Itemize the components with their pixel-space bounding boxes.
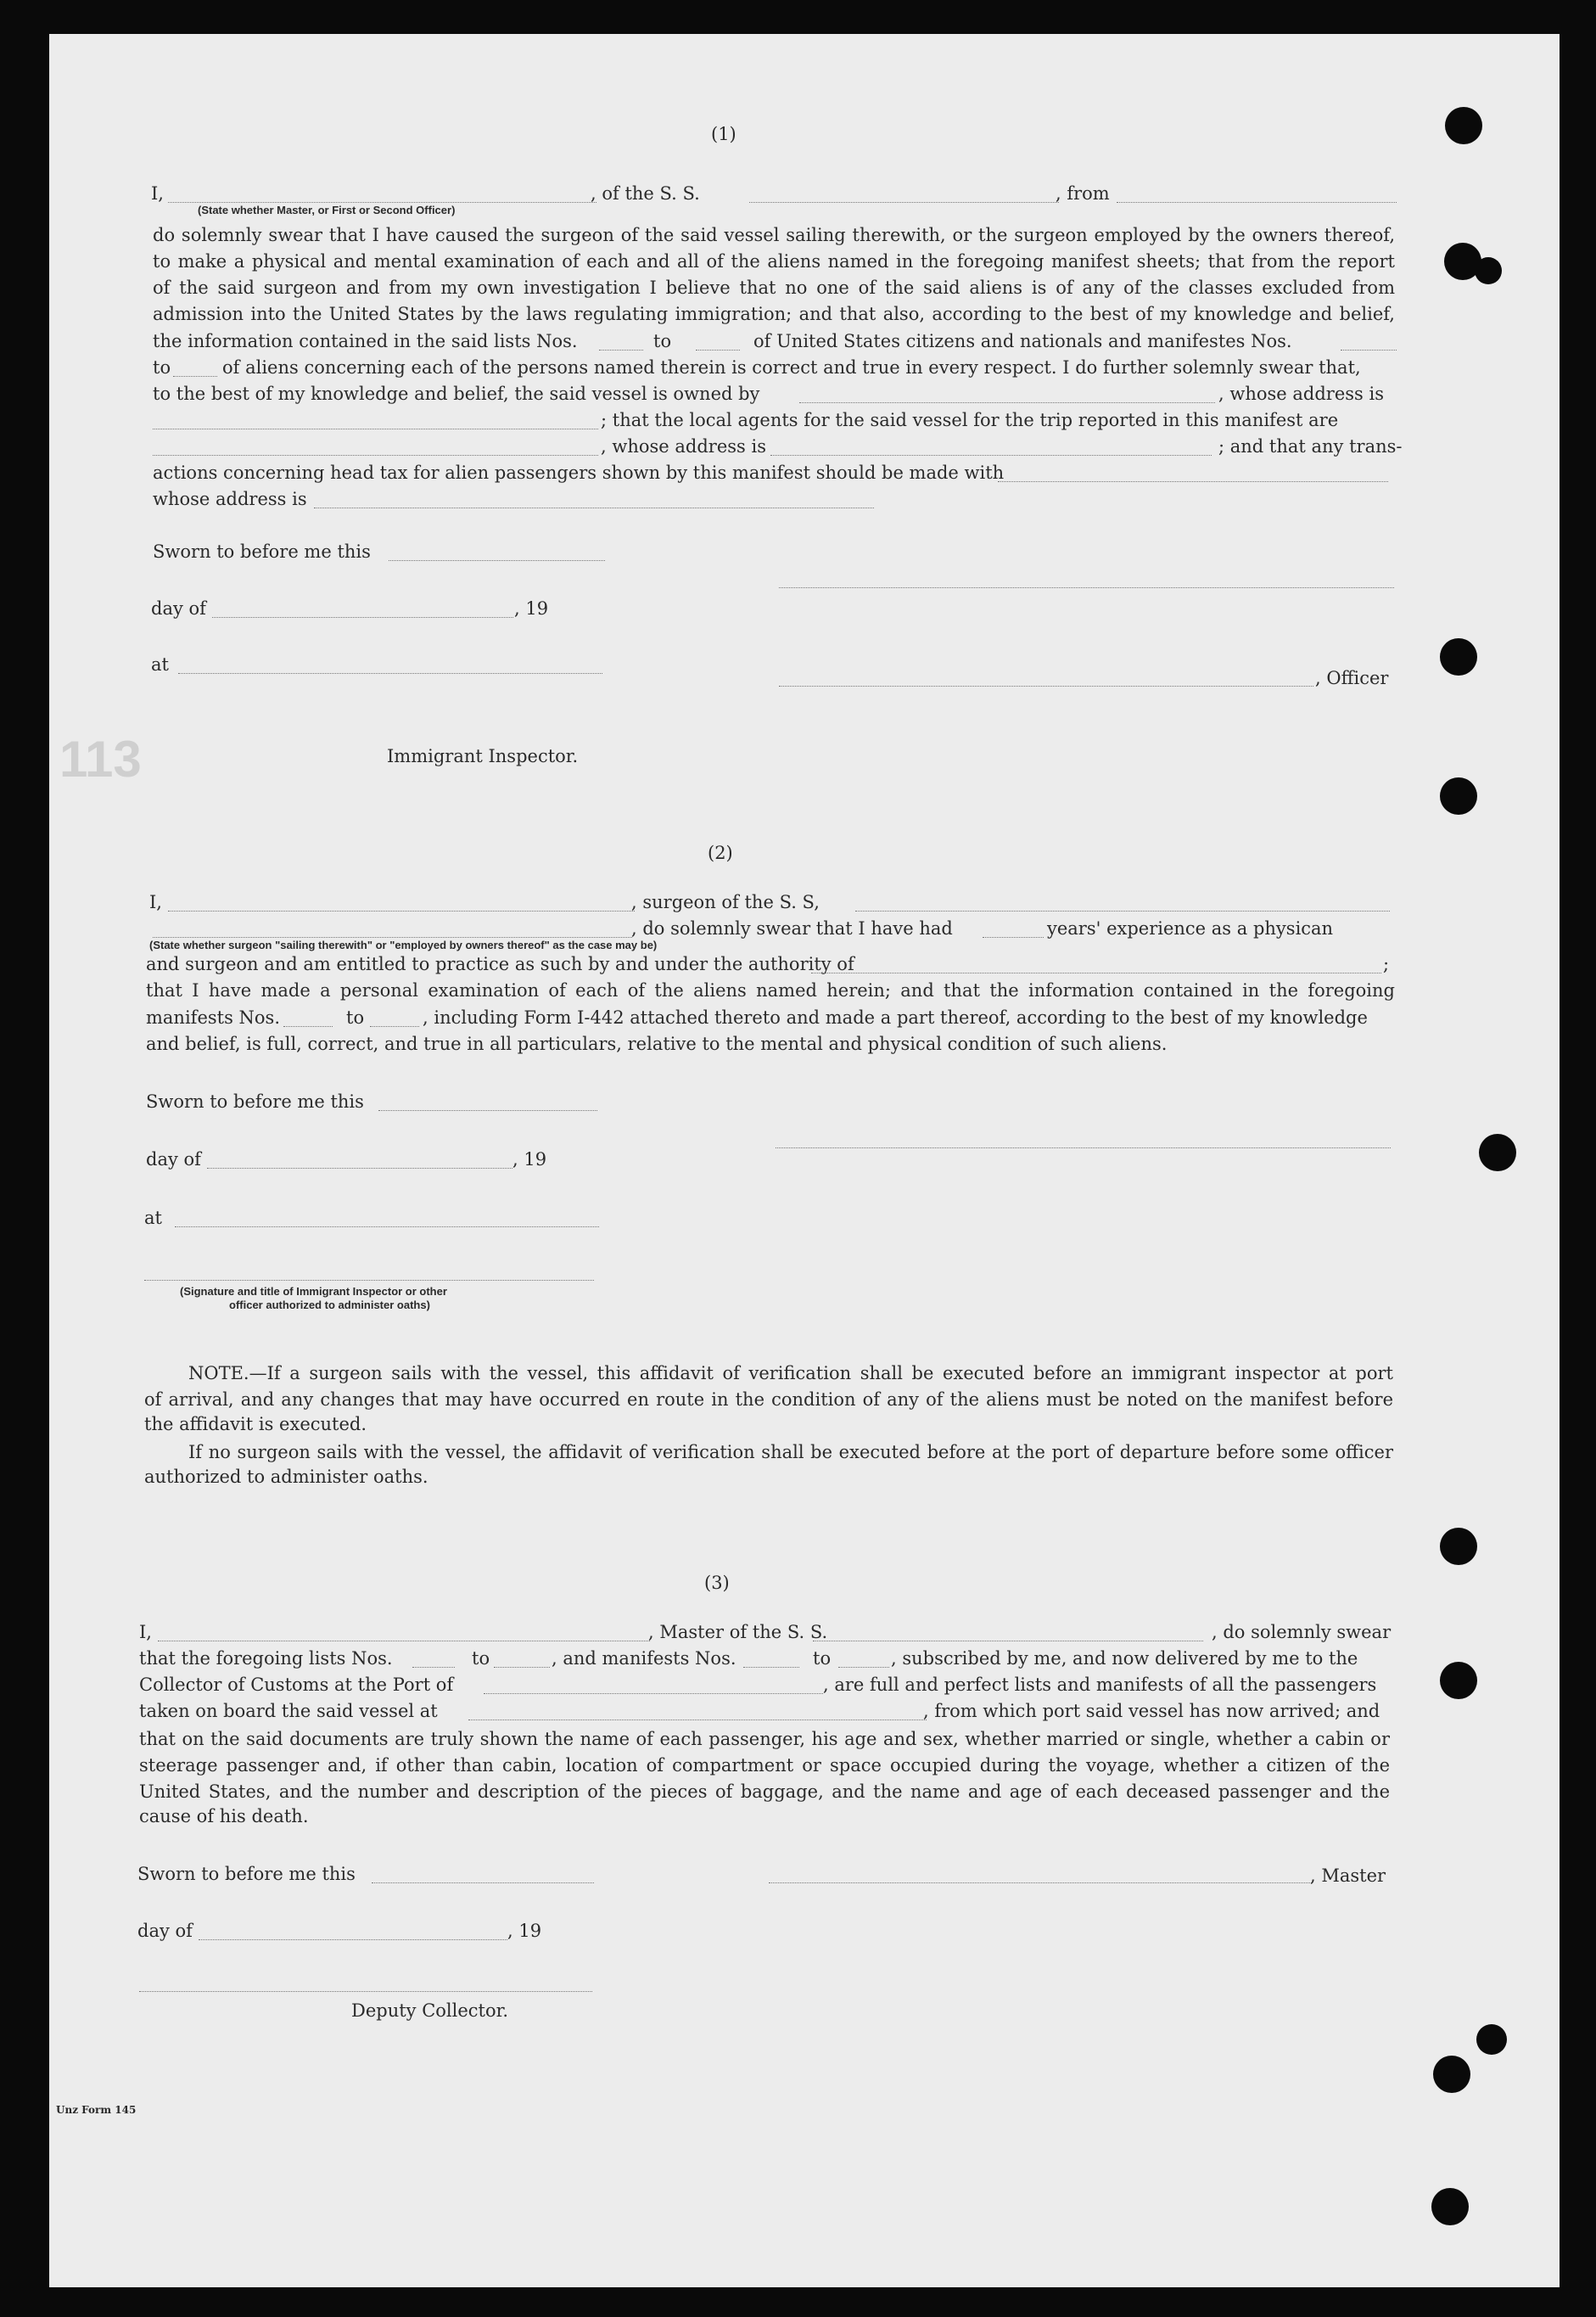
faint-stamp-mark: 113 xyxy=(59,731,142,788)
punch-hole-7 xyxy=(1440,1662,1477,1699)
s1-lists-label: the information contained in the said lists Nos. xyxy=(153,331,578,351)
s1-day-field[interactable] xyxy=(212,617,513,618)
s2-manifests-label: manifests Nos. xyxy=(146,1007,281,1028)
s2-note-line-4: If no surgeon sails with the vessel, the affidavit of verification shall be executed before at the port of departure before some officer xyxy=(188,1442,1393,1462)
s2-signature-field[interactable] xyxy=(776,1147,1391,1148)
s2-swear-label: , do solemnly swear that I have had xyxy=(631,918,953,939)
s2-note-line-5: authorized to administer oaths. xyxy=(144,1467,428,1487)
s3-documents-line-2: steerage passenger and, if other than cabin, location of compartment or space occupied during the voyage, whether a citizen of the xyxy=(139,1755,1390,1776)
s3-arrived-label: , from which port said vessel has now arrived; and xyxy=(923,1701,1380,1721)
s3-day-of-label: day of xyxy=(137,1921,193,1941)
s3-lists-to-label: to xyxy=(472,1648,490,1669)
s1-officer-label: , Officer xyxy=(1315,668,1389,688)
s3-documents-line-4: cause of his death. xyxy=(139,1806,309,1826)
s1-master-note: (State whether Master, or First or Second Officer) xyxy=(198,204,456,216)
s1-signature-field[interactable] xyxy=(779,587,1394,588)
s2-note-line-2: of arrival, and any changes that may have occurred en route in the condition of any of the aliens must be noted on the manifest before xyxy=(144,1389,1393,1410)
s2-name-field[interactable] xyxy=(168,911,635,912)
s2-day-of-label: day of xyxy=(146,1149,201,1170)
s1-head-tax-label: actions concerning head tax for alien passengers shown by this manifest should be made with xyxy=(153,463,1005,483)
s3-manifests-label: , and manifests Nos. xyxy=(552,1648,736,1669)
s3-deputy-signature-field[interactable] xyxy=(139,1991,592,1992)
s1-lists-to-field[interactable] xyxy=(696,350,740,351)
punch-hole-3 xyxy=(1440,638,1477,676)
s3-swear-label: , do solemnly swear xyxy=(1212,1622,1392,1642)
s2-authority-label: and surgeon and am entitled to practice as such by and under the authority of xyxy=(146,954,854,974)
punch-hole-6 xyxy=(1440,1528,1477,1565)
punch-hole-4 xyxy=(1440,777,1477,815)
punch-hole-2b xyxy=(1475,257,1502,284)
s1-transactions-label: ; and that any trans- xyxy=(1218,436,1403,457)
s1-from-label: , from xyxy=(1056,183,1110,204)
s3-i-label: I, xyxy=(139,1622,152,1642)
s2-manifests-to-label: to xyxy=(346,1007,365,1028)
s1-sworn-field[interactable] xyxy=(389,560,605,561)
form-page xyxy=(49,34,1560,2287)
s3-sworn-label: Sworn to before me this xyxy=(137,1864,356,1884)
s2-form-line: , including Form I-442 attached thereto and made a part thereof, according to the best of my knowledge xyxy=(423,1007,1368,1028)
punch-hole-5 xyxy=(1479,1134,1516,1171)
section-2-number: (2) xyxy=(708,843,733,863)
s2-belief-line: and belief, is full, correct, and true in all particulars, relative to the mental and physical condition of such aliens. xyxy=(146,1034,1168,1054)
s1-lists-from-field[interactable] xyxy=(599,350,643,351)
s1-owner-field[interactable] xyxy=(799,402,1215,403)
s2-surgeon-note: (State whether surgeon "sailing therewith" or "employed by owners thereof" as the case may be) xyxy=(149,939,658,951)
s1-vessel-field[interactable] xyxy=(749,202,1059,203)
s1-year-label: , 19 xyxy=(514,598,549,619)
s3-year-label: , 19 xyxy=(507,1921,542,1941)
s2-examination-line: that I have made a personal examination of each of the aliens named herein; and that the information contained in the foregoing xyxy=(146,980,1395,1001)
s3-lists-perfect-label: , are full and perfect lists and manifests of all the passengers xyxy=(823,1675,1377,1695)
punch-hole-1 xyxy=(1445,107,1482,144)
s1-owned-label: to the best of my knowledge and belief, the said vessel is owned by xyxy=(153,384,760,404)
s1-to-label: to xyxy=(153,357,171,378)
punch-hole-8 xyxy=(1433,2056,1470,2093)
form-number: Unz Form 145 xyxy=(56,2104,137,2116)
s1-immigrant-inspector: Immigrant Inspector. xyxy=(387,746,579,766)
s3-day-field[interactable] xyxy=(199,1939,507,1940)
s1-agents-address-label: , whose address is xyxy=(601,436,766,457)
s1-manifests-from-field[interactable] xyxy=(1341,350,1397,351)
s1-i-label: I, xyxy=(151,183,164,204)
s1-lists-to-label: to xyxy=(653,331,672,351)
s3-documents-line-3: United States, and the number and description of the pieces of baggage, and the name and age of each deceased passenger and the xyxy=(139,1781,1390,1802)
s2-note-line-3: the affidavit is executed. xyxy=(144,1414,367,1434)
punch-hole-8b xyxy=(1476,2024,1507,2055)
s2-surgeon-type-field[interactable] xyxy=(153,937,632,938)
s1-of-ss-label: , of the S. S. xyxy=(591,183,700,204)
s2-inspector-signature-field[interactable] xyxy=(144,1280,594,1281)
s2-at-field[interactable] xyxy=(175,1226,599,1227)
s3-lists-from-field[interactable] xyxy=(412,1667,455,1668)
s2-sworn-label: Sworn to before me this xyxy=(146,1091,364,1112)
s1-aliens-line: of aliens concerning each of the persons named therein is correct and true in every respect. I do further solemnly swear that, xyxy=(222,357,1361,378)
s3-documents-line-1: that on the said documents are truly shown the name of each passenger, his age and sex, whether married or single, whether a cabin or xyxy=(139,1729,1390,1749)
s1-name-field[interactable] xyxy=(168,202,596,203)
s1-sworn-label: Sworn to before me this xyxy=(153,541,371,562)
s3-lists-label: that the foregoing lists Nos. xyxy=(139,1648,393,1669)
s1-at-label: at xyxy=(151,654,169,675)
punch-hole-9 xyxy=(1431,2188,1469,2225)
s3-manifests-to-field[interactable] xyxy=(838,1667,889,1668)
s2-signature-note-1: (Signature and title of Immigrant Inspector or other xyxy=(180,1285,447,1298)
s1-day-of-label: day of xyxy=(151,598,206,619)
s1-oath-line-1: do solemnly swear that I have caused the surgeon of the said vessel sailing therewith, or the surgeon employed by the owners thereof, xyxy=(153,225,1395,245)
s3-master-signature-field[interactable] xyxy=(769,1882,1312,1883)
s2-authority-end: ; xyxy=(1383,954,1390,974)
s1-officer-field[interactable] xyxy=(779,686,1313,687)
s1-citizens-label: of United States citizens and nationals and manifestes Nos. xyxy=(753,331,1292,351)
s2-years-field[interactable] xyxy=(983,937,1044,938)
s1-at-field[interactable] xyxy=(178,673,602,674)
s1-manifests-to-field[interactable] xyxy=(173,376,217,377)
s1-oath-line-4: admission into the United States by the laws regulating immigration; and that also, according to the best of my knowledge and belief, xyxy=(153,304,1395,324)
s1-oath-line-3: of the said surgeon and from my own investigation I believe that no one of the said aliens is of any of the classes excluded from xyxy=(153,278,1395,298)
s3-collector-label: Collector of Customs at the Port of xyxy=(139,1675,454,1695)
s2-sworn-field[interactable] xyxy=(378,1110,597,1111)
s2-vessel-field[interactable] xyxy=(855,911,1390,912)
section-1-number: (1) xyxy=(711,124,736,144)
s2-at-label: at xyxy=(144,1208,162,1228)
s2-year-label: , 19 xyxy=(512,1149,547,1170)
s1-oath-line-2: to make a physical and mental examination of each and all of the aliens named in the foregoing manifest sheets; that from the report xyxy=(153,251,1395,272)
s2-signature-note-2: officer authorized to administer oaths) xyxy=(229,1299,430,1311)
s3-manifests-from-field[interactable] xyxy=(743,1667,799,1668)
s1-whose-address-label: whose address is xyxy=(153,489,307,509)
s1-agents-field[interactable] xyxy=(153,455,598,456)
s3-deputy-collector: Deputy Collector. xyxy=(351,2000,509,2021)
s2-i-label: I, xyxy=(149,892,162,912)
s1-head-tax-field[interactable] xyxy=(998,481,1388,482)
s3-taken-on-label: taken on board the said vessel at xyxy=(139,1701,438,1721)
s2-years-label: years' experience as a physican xyxy=(1047,918,1334,939)
s3-subscribed-label: , subscribed by me, and now delivered by me to the xyxy=(891,1648,1358,1669)
s2-note-line-1: NOTE.—If a surgeon sails with the vessel, this affidavit of verification shall be executed before an immigrant inspector at port xyxy=(188,1363,1393,1383)
s2-day-field[interactable] xyxy=(207,1168,512,1169)
s1-owner-address-label: , whose address is xyxy=(1218,384,1384,404)
s2-manifests-to-field[interactable] xyxy=(370,1026,419,1027)
s3-manifests-to-label: to xyxy=(813,1648,832,1669)
s1-from-field[interactable] xyxy=(1117,202,1397,203)
s3-master-sig-label: , Master xyxy=(1310,1865,1386,1886)
s1-agents-address-field[interactable] xyxy=(770,455,1212,456)
s3-lists-to-field[interactable] xyxy=(494,1667,550,1668)
s3-master-label: , Master of the S. S. xyxy=(648,1622,828,1642)
s3-port-field[interactable] xyxy=(484,1693,823,1694)
section-3-number: (3) xyxy=(704,1573,730,1593)
s2-manifests-from-field[interactable] xyxy=(283,1026,333,1027)
s2-surgeon-label: , surgeon of the S. S, xyxy=(631,892,820,912)
s1-local-agents-label: ; that the local agents for the said vessel for the trip reported in this manifest are xyxy=(601,410,1339,430)
s3-sworn-field[interactable] xyxy=(372,1882,594,1883)
